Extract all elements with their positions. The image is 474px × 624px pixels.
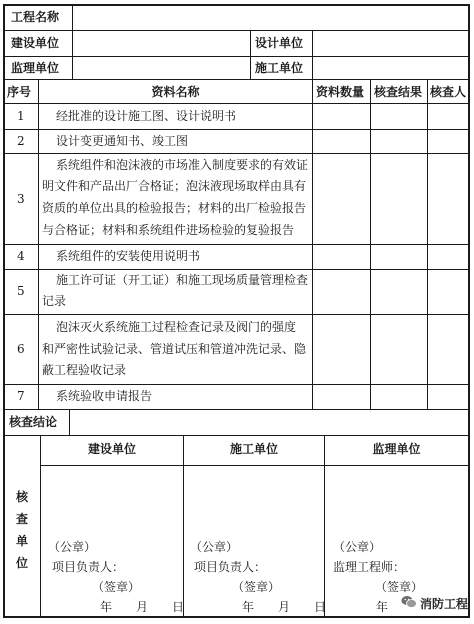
row-text: 资质的单位出具的检验报告；材料的出厂检验报告 — [42, 201, 307, 215]
row-number: 5 — [17, 284, 25, 298]
col-seq: 序号 — [7, 85, 32, 99]
role-label: 监理工程师： — [333, 560, 406, 574]
contractor-label: 施工单位 — [255, 61, 304, 75]
seal-label: （公章） — [48, 540, 97, 554]
row-text: 明文件和产品出厂合格证；泡沫液现场取样由具有 — [42, 179, 307, 193]
row-number: 2 — [17, 134, 25, 148]
row-text: 和严密性试验记录、管道试压和管道冲洗记录、隐 — [42, 342, 307, 356]
col-checker: 核查人 — [430, 85, 467, 99]
sign-label: （签章） — [232, 580, 281, 594]
date-label: 年 月 日 — [100, 600, 185, 614]
row-number: 4 — [17, 249, 25, 263]
row-text: 经批准的设计施工图、设计说明书 — [56, 109, 237, 123]
row-number: 1 — [17, 109, 25, 123]
sign-label: （签章） — [92, 580, 141, 594]
conclusion-label: 核查结论 — [9, 415, 58, 429]
row-text: 系统验收申请报告 — [56, 389, 153, 403]
watermark — [401, 595, 468, 612]
col-result: 核查结果 — [374, 85, 423, 99]
row-text: 与合格证；材料和系统组件进场检验的复验报告 — [42, 223, 295, 237]
project-name-label: 工程名称 — [11, 10, 60, 24]
builder-label: 建设单位 — [11, 36, 60, 50]
watermark-text: 消防工程 — [419, 597, 468, 611]
seal-label: （公章） — [190, 540, 239, 554]
date-label: 年 月 日 — [242, 600, 327, 614]
date-label: 年 — [376, 600, 389, 614]
row-number: 3 — [17, 192, 25, 206]
row-number: 6 — [17, 342, 25, 356]
role-label: 项目负责人： — [194, 560, 267, 574]
col-qty: 资料数量 — [316, 85, 365, 99]
sign-unit-title: 监理单位 — [372, 442, 421, 456]
role-label: 项目负责人： — [52, 560, 125, 574]
wechat-icon — [401, 595, 420, 612]
row-text: 施工许可证（开工证）和施工现场质量管理检查 — [56, 273, 309, 287]
row-text: 系统组件的安装使用说明书 — [56, 249, 201, 263]
designer-label: 设计单位 — [255, 36, 304, 50]
supervisor-label: 监理单位 — [11, 61, 60, 75]
seal-label: （公章） — [333, 540, 382, 554]
row-text: 设计变更通知书、竣工图 — [56, 134, 189, 148]
col-name: 资料名称 — [151, 85, 200, 99]
sign-label: （签章） — [375, 580, 424, 594]
row-text: 蔽工程验收记录 — [42, 363, 127, 377]
row-text: 泡沫灭火系统施工过程检查记录及阀门的强度 — [56, 320, 297, 334]
row-text: 记录 — [42, 294, 67, 308]
sign-unit-title: 建设单位 — [87, 442, 136, 456]
sign-unit-title: 施工单位 — [229, 442, 278, 456]
row-text: 系统组件和泡沫液的市场准入制度要求的有效证 — [56, 158, 309, 172]
row-number: 7 — [17, 389, 25, 403]
